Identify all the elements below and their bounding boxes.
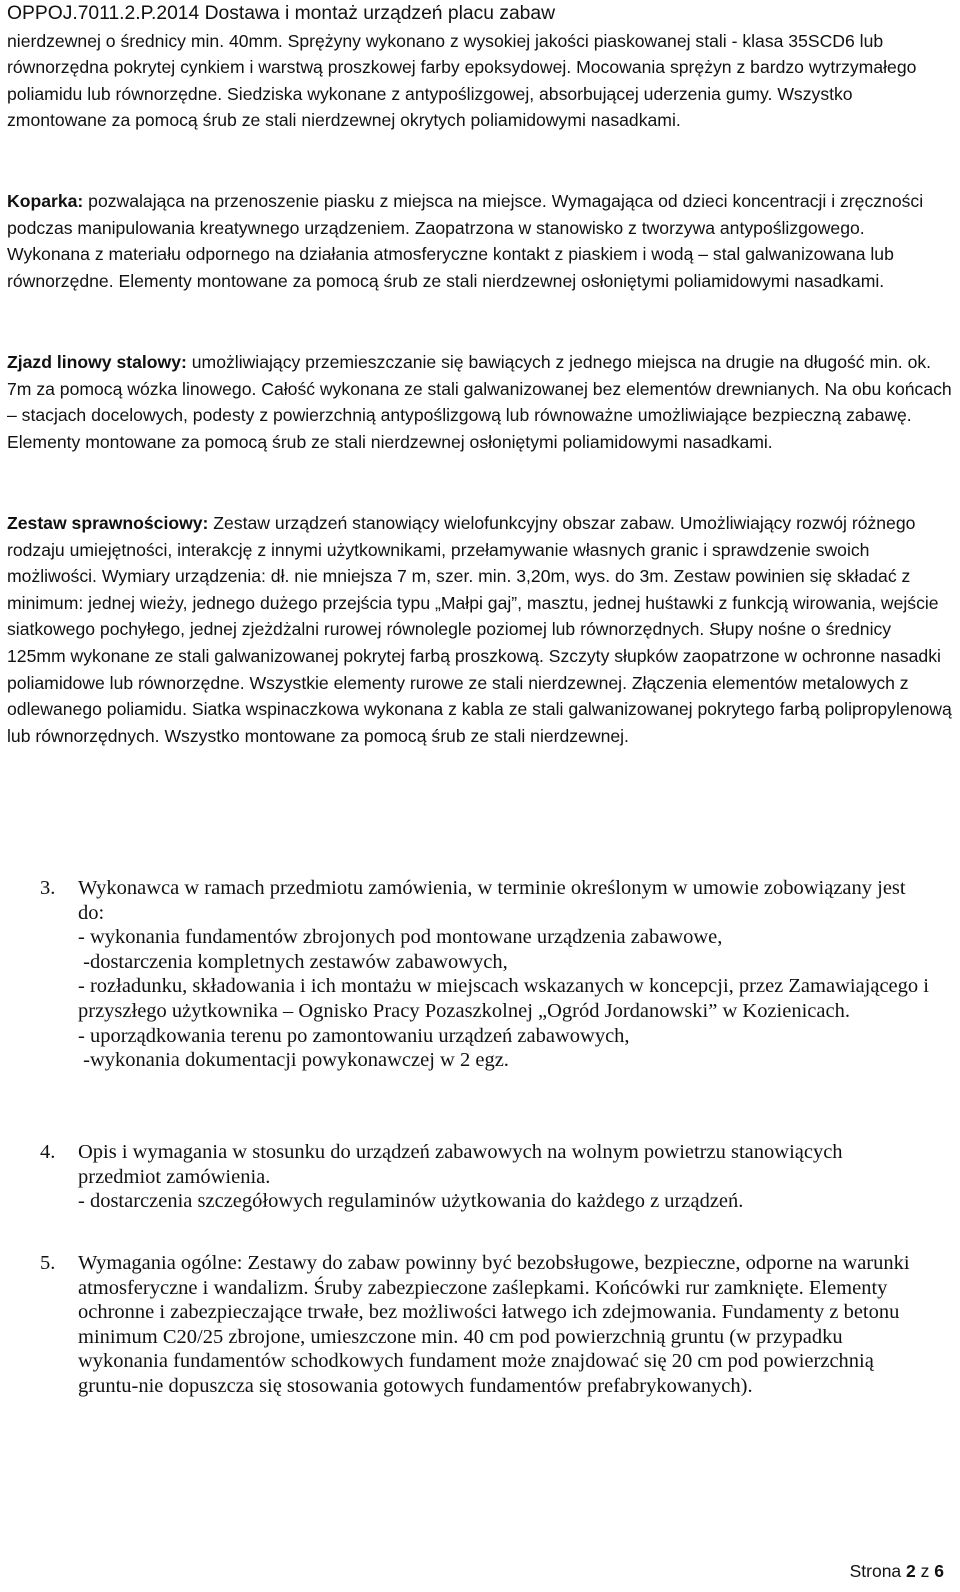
list-item-4 (40, 1140, 930, 1214)
section-text: Zestaw urządzeń stanowiący wielofunkcyjny obszar zabaw. Umożliwiający rozwój różnego rodzaju umiejętności, interakcję z innymi użytkownikami, przełamywanie własnych granic i sprawdzenie swoich możliwości. Wymiary urządzenia: dł. nie mniejsza 7 m, szer. min. 3,20m, wys. do 3m. Zestaw powinien się składać z minimum: jednej wieży, jednego dużego przejścia typu „Małpi gaj”, masztu, jednej huśtawki z funkcją wirowania, wejście siatkowego pochyłego, jednej zjeżdżalni rurowej równolegle poziomej lub równorzędnych. Słupy nośne o średnicy 125mm wykonane ze stali galwanizowanej pokrytej farbą proszkową. Szczyty słupków zaopatrzone w ochronne nasadki poliamidowe lub równorzędne. Wszystkie elementy rurowe ze stali nierdzewnej. Złączenia elementów metalowych z odlewanego poliamidu. Siatka wspinaczkowa wykonana z kabla ze stali galwanizowanej pokrytego farbą polipropylenową lub równorzędnych. Wszystko montowane za pomocą śrub ze stali nierdzewnej. (7, 513, 952, 746)
list-item-5 (40, 1251, 930, 1399)
list-line: Opis i wymagania w stosunku do urządzeń zabawowych na wolnym powietrzu stanowiących przedmiot zamówienia. (78, 1141, 843, 1188)
section-text: pozwalająca na przenoszenie piasku z miejsca na miejsce. Wymagająca od dzieci koncentracji i zręczności podczas manipulowania kreatywnego urządzeniem. Zaopatrzona w stanowisko z tworzywa antypoślizgowego. Wykonana z materiału odpornego na działania atmosferyczne kontakt z piaskiem i wodą – stal galwanizowana lub równorzędne. Elementy montowane za pomocą śrub ze stali nierdzewnej osłoniętymi poliamidowymi nasadkami. (7, 191, 924, 291)
list-number: 4. (40, 1141, 56, 1163)
page-footer (850, 1561, 944, 1582)
list-number: 5. (40, 1252, 56, 1274)
list-line: - dostarczenia szczegółowych regulaminów użytkowania do każdego z urządzeń. (78, 1190, 744, 1213)
section-koparka (7, 188, 952, 294)
spring-toy-continuation: nierdzewnej o średnicy min. 40mm. Sprężyny wykonano z wysokiej jakości piaskowanej stali - klasa 35SCD6 lub równorzędna pokrytej cynkiem i warstwą proszkowej farby epoksydowej. Mocowania sprężyn z bardzo wytrzymałego poliamidu lub równorzędne. Siedziska wykonane z antypoślizgowej, absorbującej uderzenia gumy. Wszystko zmontowane za pomocą śrub ze stali nierdzewnej okrytych poliamidowymi nasadkami. (7, 30, 917, 131)
section-label: Zestaw sprawnościowy: (7, 513, 209, 533)
top-block (7, 1, 952, 134)
section-text: umożliwiający przemieszczanie się bawiących z jednego miejsca na drugie na długość min. ok. 7m za pomocą wózka linowego. Całość wykonana ze stali galwanizowanej bez elementów drewnianych. Na obu końcach – stacjach docelowych, podesty z powierzchnią antypoślizgową lub równoważne umożliwiające bezpieczną zabawę. Elementy montowane za pomocą śrub ze stali nierdzewnej osłoniętymi poliamidowymi nasadkami. (7, 352, 952, 452)
section-zestaw-sprawnosciowy (7, 510, 952, 749)
list-line: - wykonania fundamentów zbrojonych pod montowane urządzenia zabawowe, (78, 926, 723, 949)
list-line: - rozładunku, składowania i ich montażu w miejscach wskazanych w koncepcji, przez Zamawiającego i przyszłego użytkownika – Ognisko Pracy Pozaszkolnej „Ogród Jordanowski” w Kozienicach. (78, 975, 929, 1022)
list-number: 3. (40, 877, 56, 899)
list-item-3 (40, 876, 930, 1073)
current-page-number: 2 (906, 1561, 916, 1581)
footer-sep: z (915, 1561, 935, 1581)
section-label: Zjazd linowy stalowy: (7, 352, 187, 372)
list-line: -dostarczenia kompletnych zestawów zabawowych, (78, 950, 508, 973)
section-label: Koparka: (7, 191, 84, 211)
list-line: - uporządkowania terenu po zamontowaniu urządzeń zabawowych, (78, 1024, 630, 1047)
list-line: -wykonania dokumentacji powykonawczej w 2 egz. (78, 1049, 509, 1072)
total-pages-number: 6 (934, 1561, 944, 1581)
list-line: Wymagania ogólne: Zestawy do zabaw powinny być bezobsługowe, bezpieczne, odporne na warunki atmosferyczne i wandalizm. Śruby zabezpieczone zaślepkami. Końcówki rur zamknięte. Elementy ochronne i zabezpieczające trwałe, bez możliwości łatwego ich zdejmowania. Fundamenty z betonu minimum C20/25 zbrojone, umieszczone min. 40 cm pod powierzchnią gruntu (w przypadku wykonania fundamentów schodkowych fundament może znajdować się 20 cm pod powierzchnią gruntu-nie dopuszcza się stosowania gotowych fundamentów prefabrykowanych). (78, 1252, 910, 1397)
footer-prefix: Strona (849, 1561, 907, 1581)
list-line: Wykonawca w ramach przedmiotu zamówienia, w terminie określonym w umowie zobowiązany jest do: (78, 877, 906, 924)
section-zjazd-linowy (7, 349, 952, 455)
document-heading: OPPOJ.7011.2.P.2014 Dostawa i montaż urządzeń placu zabaw (7, 3, 556, 24)
